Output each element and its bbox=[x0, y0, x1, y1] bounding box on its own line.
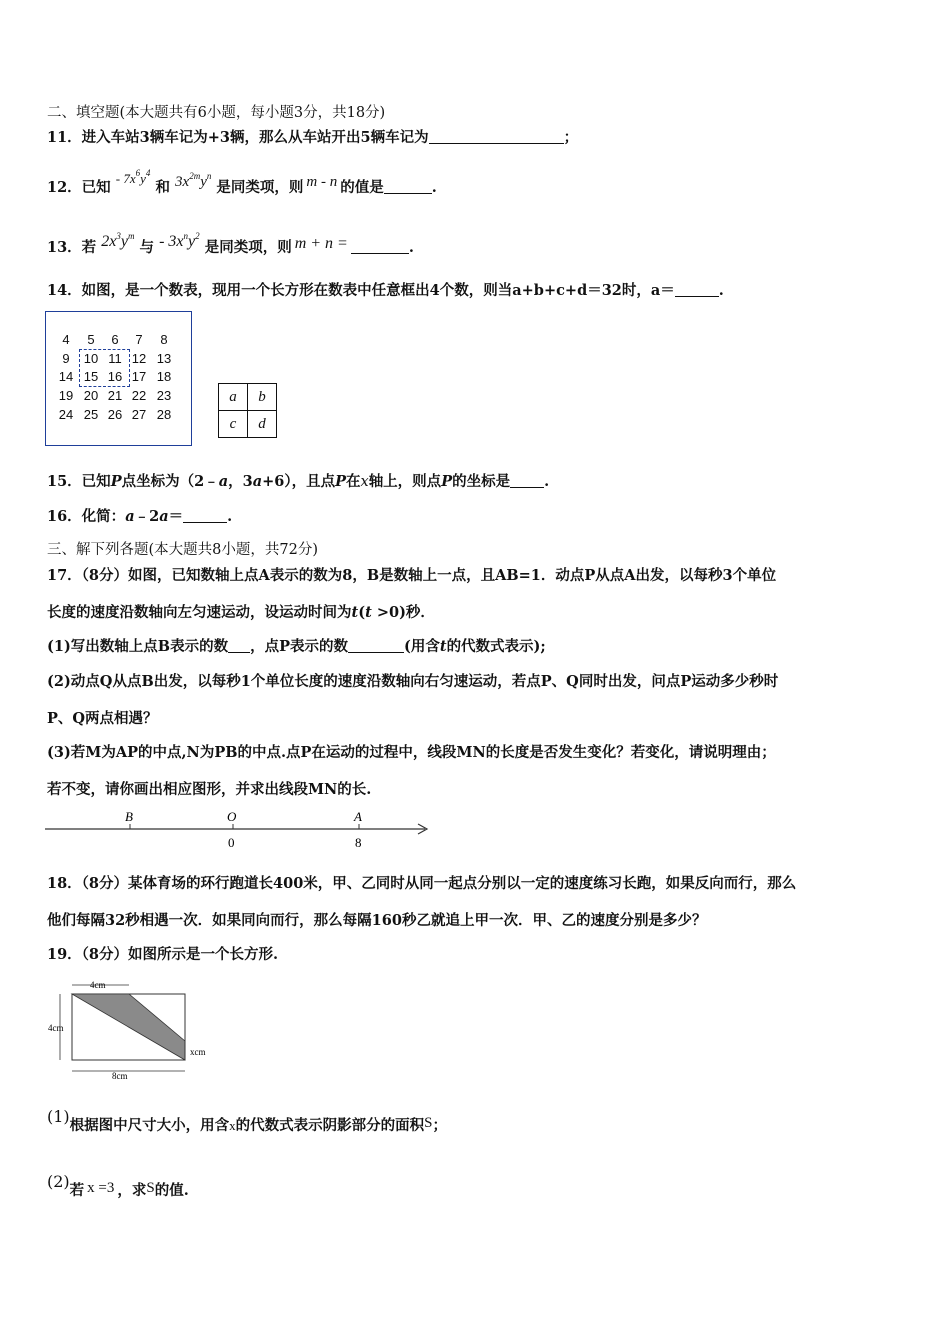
table-cell: 12 bbox=[131, 351, 147, 366]
table-cell: 17 bbox=[131, 369, 147, 384]
q13-term2: - $3x^ny^2$ bbox=[159, 231, 200, 250]
q12-term1: - $7x^6y^4$ bbox=[115, 168, 151, 186]
q19-part1: (1)根据图中尺寸大小，用含x的代数式表示阴影部分的面积S； bbox=[47, 1107, 448, 1134]
q14-text: 14．如图，是一个数表，现用一个长方形在数表中任意框出4个数，则当a+b+c+d＝32时，a＝ bbox=[47, 282, 675, 299]
table-cell: 28 bbox=[156, 407, 172, 422]
label-top-4cm: 4cm bbox=[90, 980, 106, 990]
q17-part1: (1)写出数轴上点B表示的数 ，点P表示的数 (用含t的代数式表示); bbox=[47, 638, 546, 655]
label-eight: 8 bbox=[355, 835, 362, 850]
q12-end: . bbox=[431, 179, 437, 196]
q17-blank-1 bbox=[228, 638, 250, 653]
q11-end: ； bbox=[563, 129, 579, 146]
table-cell: 26 bbox=[107, 407, 123, 422]
section-3-title: 三、解下列各题(本大题共8小题，共72分) bbox=[47, 542, 318, 558]
q13-mid: 是同类项，则 bbox=[204, 239, 292, 256]
cell-a: a bbox=[219, 384, 248, 411]
table-cell: 9 bbox=[62, 351, 70, 366]
abcd-box bbox=[218, 383, 277, 438]
table-cell: 6 bbox=[111, 332, 119, 347]
q11-blank bbox=[429, 129, 564, 144]
table-cell: 16 bbox=[107, 369, 123, 384]
q17-part3-line2: 若不变，请你画出相应图形，并求出线段MN的长. bbox=[47, 781, 372, 798]
table-cell: 8 bbox=[160, 332, 168, 347]
table-cell: 4 bbox=[62, 332, 70, 347]
table-cell: 19 bbox=[58, 388, 74, 403]
q13-term1: $2x^3y^m$ bbox=[101, 231, 135, 250]
table-cell: 5 bbox=[87, 332, 95, 347]
question-12 bbox=[47, 168, 437, 198]
q11-text: 11．进入车站3辆车记为+3辆，那么从车站开出5辆车记为 bbox=[47, 129, 429, 146]
table-cell: 15 bbox=[83, 369, 99, 384]
q12-and: 和 bbox=[155, 179, 170, 196]
label-zero: 0 bbox=[228, 835, 235, 850]
q19-line1: 19．（8分）如图所示是一个长方形. bbox=[47, 946, 279, 963]
q17-line2: 长度的速度沿数轴向左匀速运动，设运动时间为t(t >0)秒． bbox=[47, 604, 435, 621]
label-bottom-8cm: 8cm bbox=[112, 1071, 128, 1081]
table-cell: 20 bbox=[83, 388, 99, 403]
table-cell: 13 bbox=[156, 351, 172, 366]
q13-and: 与 bbox=[139, 239, 155, 256]
q17-part3-line1: (3)若M为AP的中点,N为PB的中点.点P在运动的过程中，线段MN的长度是否发生变化？若变化，请说明理由； bbox=[47, 744, 776, 761]
q17-blank-2 bbox=[348, 638, 404, 653]
table-cell: 10 bbox=[83, 351, 99, 366]
q15-blank bbox=[510, 473, 544, 488]
q12-term2: $3x^{2m}y^n$ bbox=[175, 171, 212, 190]
cell-c: c bbox=[219, 411, 248, 438]
shaded-region bbox=[72, 994, 185, 1060]
q12-pre: 12．已知 bbox=[47, 179, 111, 196]
q17-line1: 17．（8分）如图，已知数轴上点A表示的数为8，B是数轴上一点，且AB=1．动点P从点A出发，以每秒3个单位 bbox=[47, 567, 777, 584]
table-cell: 18 bbox=[156, 369, 172, 384]
cell-b: b bbox=[248, 384, 277, 411]
question-15: 15．已知P点坐标为（2﹣a，3a+6），且点P在x轴上，则点P的坐标是 . bbox=[47, 473, 550, 490]
q13-blank bbox=[351, 239, 409, 254]
number-line-figure bbox=[40, 806, 440, 854]
q17-part2-line2: P、Q两点相遇？ bbox=[47, 710, 158, 727]
rectangle-figure bbox=[40, 975, 230, 1081]
section-2-title: 二、填空题(本大题共有6小题，每小题3分，共18分) bbox=[47, 105, 386, 121]
table-cell: 27 bbox=[131, 407, 147, 422]
table-cell: 22 bbox=[131, 388, 147, 403]
number-table bbox=[45, 311, 192, 446]
question-11 bbox=[47, 128, 578, 148]
table-cell: 24 bbox=[58, 407, 74, 422]
table-cell: 21 bbox=[107, 388, 123, 403]
q12-blank bbox=[384, 179, 432, 194]
question-16: 16．化简：a﹣2a＝ . bbox=[47, 508, 233, 525]
q13-expr: m + n = bbox=[294, 235, 348, 252]
label-b: B bbox=[125, 809, 133, 824]
table-cell: 14 bbox=[58, 369, 74, 384]
q13-pre: 13．若 bbox=[47, 239, 97, 256]
label-o: O bbox=[227, 809, 237, 824]
q16-blank bbox=[183, 508, 227, 523]
q12-expr: m - n bbox=[306, 174, 338, 190]
q13-end: . bbox=[408, 239, 414, 256]
q18-line2: 他们每隔32秒相遇一次．如果同向而行，那么每隔160秒乙就追上甲一次．甲、乙的速度分别是多少？ bbox=[47, 912, 707, 929]
label-left-4cm: 4cm bbox=[48, 1023, 64, 1033]
label-a: A bbox=[354, 809, 362, 824]
table-cell: 11 bbox=[108, 351, 122, 366]
label-right-xcm: xcm bbox=[190, 1047, 206, 1057]
question-14 bbox=[47, 281, 724, 301]
q18-line1: 18．（8分）某体育场的环行跑道长400米，甲、乙同时从同一起点分别以一定的速度练习长跑，如果反向而行，那么 bbox=[47, 875, 797, 892]
selection-rectangle bbox=[79, 349, 130, 387]
q19-part2: (2)若 x =3 ，求S的值. bbox=[47, 1172, 189, 1199]
question-13 bbox=[47, 232, 414, 258]
q12-post: 的值是 bbox=[340, 179, 384, 196]
q12-mid: 是同类项，则 bbox=[216, 179, 304, 196]
table-cell: 23 bbox=[156, 388, 172, 403]
q17-part2-line1: (2)动点Q从点B出发，以每秒1个单位长度的速度沿数轴向右匀速运动，若点P、Q同时出发，问点P运动多少秒时 bbox=[47, 673, 779, 690]
table-cell: 25 bbox=[83, 407, 99, 422]
table-cell: 7 bbox=[135, 332, 143, 347]
q14-blank bbox=[675, 282, 719, 297]
cell-d: d bbox=[248, 411, 277, 438]
q14-end: . bbox=[718, 282, 724, 299]
